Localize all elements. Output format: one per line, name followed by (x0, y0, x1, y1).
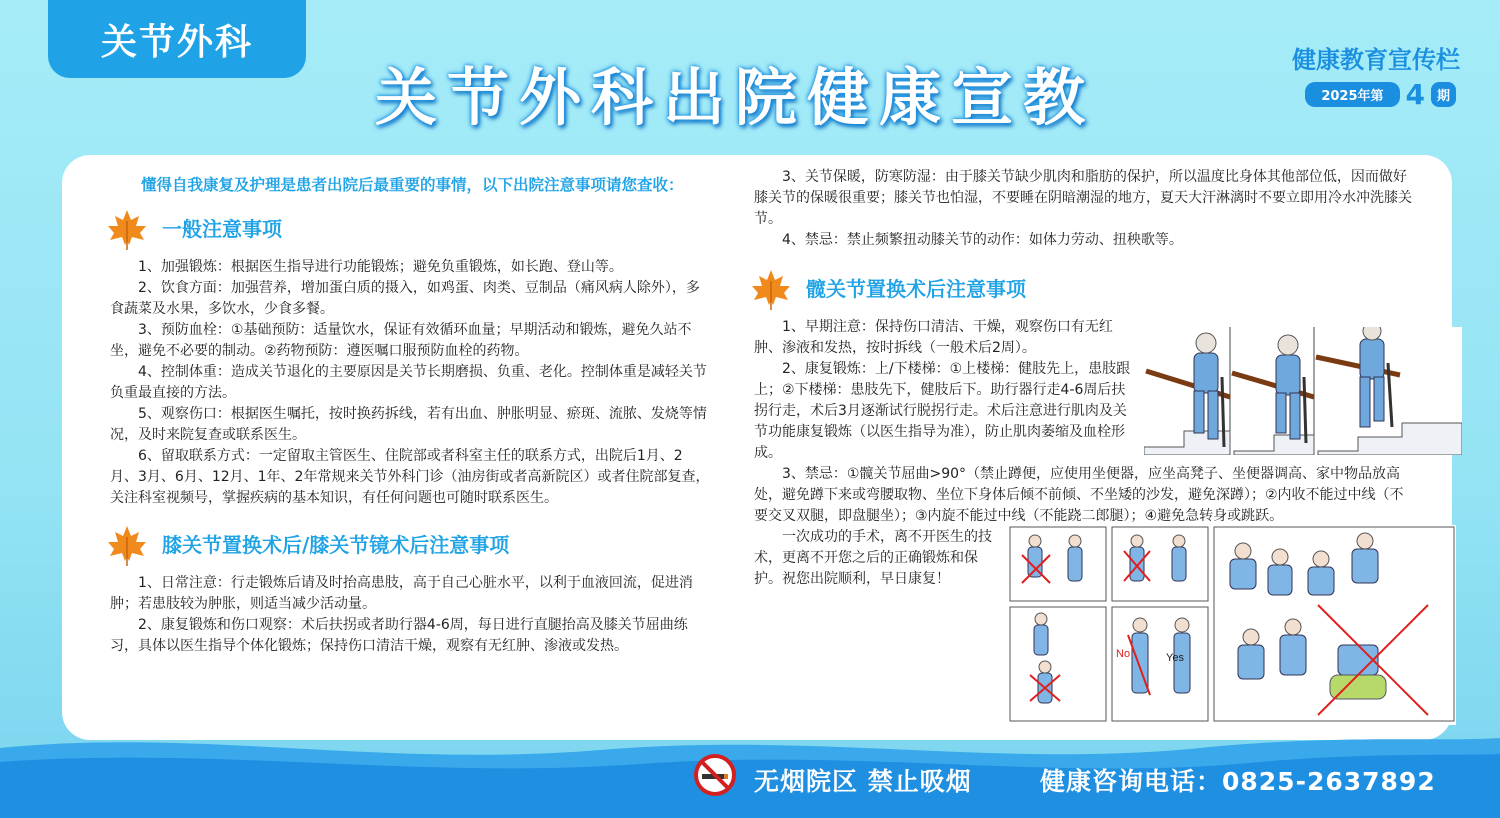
label-yes: Yes (1166, 652, 1184, 664)
list-item: 6、留取联系方式：一定留取主管医生、住院部或者科室主任的联系方式，出院后1月、2月、3月、6月、12月、1年、2年常规来关节外科门诊（油房街或者高新院区）或者住院部复查，关注科室视频号，掌握疾病的基本知识，有任何问题也可随时联系医生。 (110, 448, 710, 506)
list-item: 2、康复锻炼：上/下楼梯：①上楼梯：健肢先上，患肢跟上；②下楼梯：患肢先下，健肢后下。助行器行走4-6周后扶拐行走，术后3月逐渐试行脱拐行走。术后注意进行肌肉及关节功能康复锻炼（以医生指导为准），防止肌肉萎缩及血栓形成。 (754, 361, 1131, 461)
section-hip-heading (748, 269, 1414, 309)
list-item: 4、控制体重：造成关节退化的主要原因是关节长期磨损、负重、老化。控制体重是减轻关节负重最直接的方法。 (110, 364, 707, 401)
stair-exercise-illustration (1144, 327, 1462, 455)
list-item: 1、早期注意：保持伤口清洁、干燥，观察伤口有无红肿、渗液和发热，按时拆线（一般术后2周）。 (754, 319, 1113, 356)
hotline-text: 健康咨询电话：0825-2637892 (1040, 767, 1436, 796)
list-item: 5、观察伤口：根据医生嘱托，按时换药拆线，若有出血、肿胀明显、瘀斑、流脓、发烧等情况，及时来院复查或联系医生。 (110, 406, 707, 443)
left-column (110, 173, 710, 657)
section-hip-title: 髋关节置换术后注意事项 (806, 276, 1026, 301)
list-item: 1、日常注意：行走锻炼后请及时抬高患肢，高于自己心脏水平，以利于血液回流，促进消肿；若患肢较为肿胀，则适当减少活动量。 (110, 575, 693, 612)
maple-leaf-icon (104, 523, 150, 567)
list-item: 2、康复锻炼和伤口观察：术后扶拐或者助行器4-6周，每日进行直腿抬高及膝关节屈曲练习，具体以医生指导个体化锻炼；保持伤口清洁干燥，观察有无红肿、渗液或发热。 (110, 617, 688, 654)
issue-suffix: 期 (1431, 82, 1456, 107)
section-general-heading (104, 209, 710, 249)
list-item: 3、关节保暖，防寒防湿：由于膝关节缺少肌肉和脂肪的保护，所以温度比身体其他部位低，因而做好膝关节的保暖很重要；膝关节也怕湿，不要睡在阴暗潮湿的地方，夏天大汗淋漓时不要立即用冷水冲洗膝关节。 (754, 169, 1412, 227)
section-general-title: 一般注意事项 (162, 216, 282, 241)
maple-leaf-icon (748, 267, 794, 311)
content-panel (62, 155, 1452, 740)
issue-badge (1305, 78, 1456, 111)
section-knee-heading (104, 525, 710, 565)
department-tab: 关节外科 (48, 0, 306, 78)
no-smoking-icon (694, 754, 736, 796)
list-item: 1、加强锻炼：根据医生指导进行功能锻炼；避免负重锻炼，如长跑、登山等。 (138, 259, 623, 275)
hip-precautions-illustration (1008, 525, 1456, 725)
list-item: 4、禁忌：禁止频繁扭动膝关节的动作：如体力劳动、扭秧歌等。 (782, 232, 1183, 248)
issue-prefix: 2025年第 (1305, 82, 1399, 107)
maple-leaf-icon (104, 207, 150, 251)
no-smoking-text: 无烟院区 禁止吸烟 (754, 767, 972, 796)
page-title: 关节外科出院健康宣教 (374, 61, 1095, 134)
list-item: 3、预防血栓：①基础预防：适量饮水，保证有效循环血量；早期活动和锻炼，避免久站不坐，避免不必要的制动。②药物预防：遵医嘱口服预防血栓的药物。 (110, 322, 692, 359)
label-no: No (1116, 648, 1131, 660)
edu-column-label: 健康教育宣传栏 (1292, 46, 1460, 74)
closing-text: 一次成功的手术，离不开医生的技术，更离不开您之后的正确锻炼和保护。祝您出院顺利，早日康复！ (754, 529, 992, 587)
issue-number: 4 (1405, 78, 1425, 111)
list-item: 3、禁忌：①髋关节屈曲>90°（禁止蹲便，应使用坐便器，应坐高凳子、坐便器调高、家中物品放高处，避免蹲下来或弯腰取物、坐位下身体后倾不前倾、不坐矮的沙发，避免深蹲）；②内收不能过中线（不要交叉双腿，即盘腿坐）；③内旋不能过中线（不能跷二郎腿）；④避免急转身或跳跃。 (754, 466, 1404, 524)
intro-text: 懂得自我康复及护理是患者出院后最重要的事情，以下出院注意事项请您查收： (141, 176, 684, 194)
list-item: 2、饮食方面：加强营养，增加蛋白质的摄入，如鸡蛋、肉类、豆制品（痛风病人除外），多食蔬菜及水果，多饮水，少食多餐。 (110, 280, 700, 317)
section-knee-title: 膝关节置换术后/膝关节镜术后注意事项 (162, 532, 510, 557)
